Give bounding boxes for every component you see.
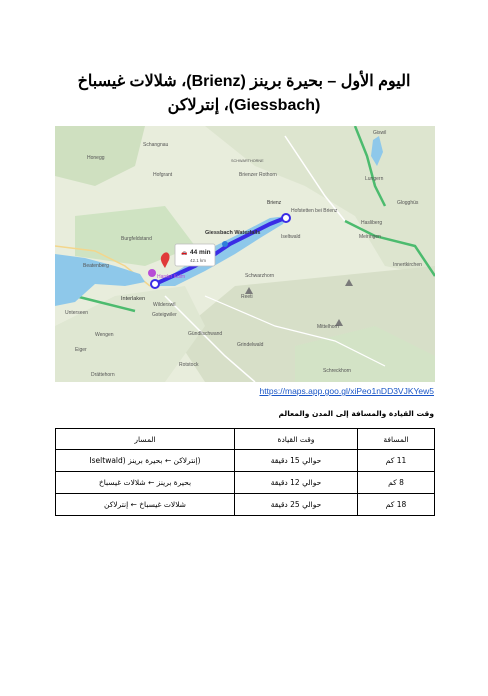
place-label: Hofstetten bei Brienz bbox=[291, 208, 338, 214]
table-row bbox=[56, 472, 435, 494]
place-label: Innertkirchen bbox=[393, 262, 422, 268]
place-label: Drättehorn bbox=[91, 372, 115, 378]
place-label: Glogghüs bbox=[397, 200, 419, 206]
table-header-row bbox=[56, 429, 435, 450]
place-label-harder: Harder Kulm bbox=[157, 274, 186, 280]
route-map[interactable] bbox=[55, 126, 435, 382]
place-label: Gündlischwand bbox=[188, 331, 223, 337]
header-time: وقت القيادة bbox=[235, 429, 358, 450]
place-label: Wengen bbox=[95, 332, 114, 338]
poi-marker-icon[interactable] bbox=[148, 269, 156, 277]
place-label-giessbach: Giessbach Waterfalls bbox=[205, 230, 261, 236]
map-canvas bbox=[55, 126, 435, 382]
place-label: Reeti bbox=[241, 294, 253, 300]
title-line-1: اليوم الأول – بحيرة برينز (Brienz)، شلالات غيسباخ bbox=[77, 73, 411, 90]
place-label: Eiger bbox=[75, 347, 87, 353]
place-label: Unterseen bbox=[65, 310, 89, 316]
place-label: Giswil bbox=[373, 130, 387, 136]
place-label: Gsteigwiler bbox=[152, 312, 177, 318]
place-label: Schangnau bbox=[143, 142, 169, 148]
place-label: Hofgrant bbox=[153, 172, 173, 178]
place-label: Schwarzhorn bbox=[245, 273, 275, 279]
place-label: Honegg bbox=[87, 155, 105, 161]
place-label: Burgfeldstand bbox=[121, 236, 152, 242]
place-label: Beatenberg bbox=[83, 263, 109, 269]
header-route: المسار bbox=[56, 429, 235, 450]
place-label-brienz: Brienz bbox=[267, 200, 282, 206]
place-label: Brienzer Rothorn bbox=[239, 172, 277, 178]
cell-distance: 8 كم bbox=[358, 472, 435, 494]
cell-route: (إنترلاكن ← بحيرة برينز (Iseltwald bbox=[56, 450, 235, 472]
place-label-interlaken: Interlaken bbox=[121, 296, 146, 302]
place-label: Mittelhorn bbox=[317, 324, 339, 330]
table-title: وقت القيادة والمسافة إلى المدن والمعالم bbox=[278, 409, 434, 418]
title-line-2: (Giessbach)، إنترلاكن bbox=[167, 97, 321, 114]
cell-route: بحيرة برينز ← شلالات غيسباخ bbox=[56, 472, 235, 494]
drive-distance-text: 42.1 km bbox=[190, 258, 207, 263]
place-label: SCHWARTHORNE bbox=[231, 159, 264, 163]
page-title bbox=[40, 70, 448, 118]
drive-time-text: 44 min bbox=[190, 249, 211, 256]
cell-time: حوالي 25 دقيقة bbox=[235, 494, 358, 516]
place-label: Hasliberg bbox=[361, 220, 383, 226]
route-waypoint-marker[interactable] bbox=[282, 214, 290, 222]
cell-time: حوالي 15 دقيقة bbox=[235, 450, 358, 472]
table-row bbox=[56, 494, 435, 516]
place-label: Wilderswil bbox=[153, 302, 176, 308]
route-start-marker[interactable] bbox=[151, 280, 159, 288]
waterfall-icon[interactable] bbox=[222, 241, 228, 247]
place-label: Iseltwald bbox=[281, 234, 301, 240]
distance-table bbox=[55, 428, 435, 516]
place-label: Rotstock bbox=[179, 362, 199, 368]
table-row bbox=[56, 450, 435, 472]
cell-distance: 11 كم bbox=[358, 450, 435, 472]
cell-distance: 18 كم bbox=[358, 494, 435, 516]
cell-time: حوالي 12 دقيقة bbox=[235, 472, 358, 494]
map-link[interactable]: https://maps.app.goo.gl/xiPeo1nDD3VJKYew5 bbox=[259, 386, 434, 396]
place-label: Schreckhorn bbox=[323, 368, 352, 374]
place-label: Lungern bbox=[365, 176, 384, 182]
cell-route: شلالات غيسباخ ← إنترلاكن bbox=[56, 494, 235, 516]
place-label: Meiringen bbox=[359, 234, 381, 240]
car-icon: 🚗 bbox=[181, 250, 188, 256]
place-label: Grindelwald bbox=[237, 342, 264, 348]
header-distance: المسافة bbox=[358, 429, 435, 450]
